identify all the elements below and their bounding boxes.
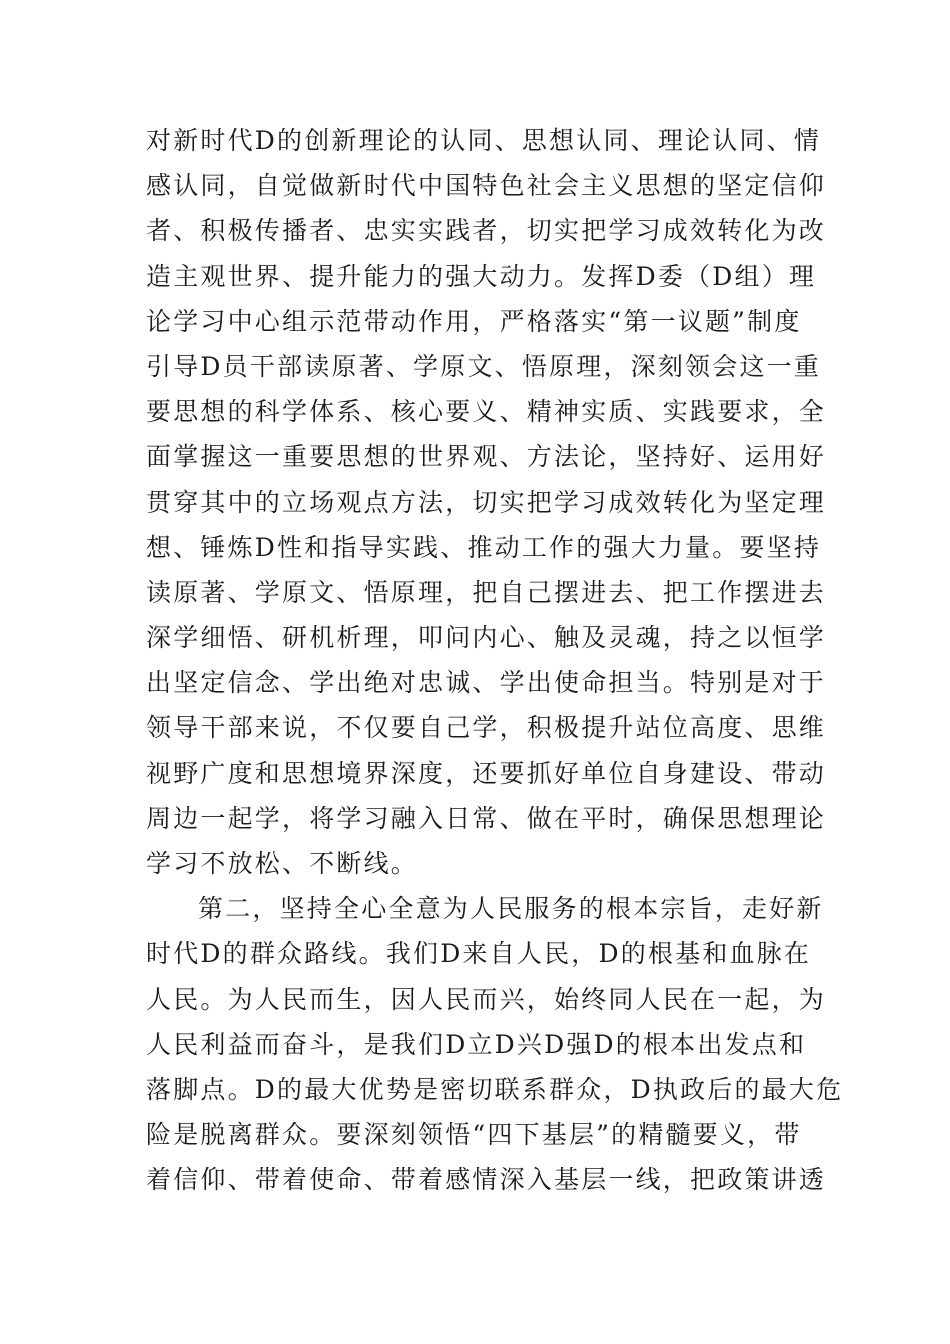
text-line: 论学习中心组示范带动作用，严格落实“第一议题”制度 bbox=[146, 306, 802, 336]
text-line: 学习不放松、不断线。 bbox=[146, 849, 419, 878]
text-line: 出坚定信念、学出绝对忠诚、学出使命担当。特别是对于 bbox=[146, 668, 827, 698]
text-line: 领导干部来说，不仅要自己学，积极提升站位高度、思维 bbox=[146, 713, 827, 743]
text-line: 对新时代D的创新理论的认同、思想认同、理论认同、情 bbox=[146, 126, 822, 155]
text-line: 读原著、学原文、悟原理，把自己摆进去、把工作摆进去 bbox=[146, 577, 827, 607]
text-line: 想、锤炼D性和指导实践、推动工作的强大力量。要坚持 bbox=[146, 532, 822, 562]
text-line: 落脚点。D的最大优势是密切联系群众，D执政后的最大危 bbox=[146, 1074, 844, 1104]
text-line: 者、积极传播者、忠实实践者，切实把学习成效转化为改 bbox=[146, 216, 827, 246]
paragraph-first-line: 第二，坚持全心全意为人民服务的根本宗旨，走好新 bbox=[198, 894, 824, 924]
text-line: 引导D员干部读原著、学原文、悟原理，深刻领会这一重 bbox=[146, 351, 822, 381]
text-line: 深学细悟、研机析理，叩问内心、触及灵魂，持之以恒学 bbox=[146, 623, 827, 653]
text-line: 人民。为人民而生，因人民而兴，始终同人民在一起，为 bbox=[146, 984, 827, 1014]
text-line: 要思想的科学体系、核心要义、精神实质、实践要求，全 bbox=[146, 397, 827, 427]
text-line: 险是脱离群众。要深刻领悟“四下基层”的精髓要义，带 bbox=[146, 1120, 802, 1150]
body-text bbox=[146, 118, 844, 1203]
text-line: 造主观世界、提升能力的强大动力。发挥D委（D组）理 bbox=[146, 261, 817, 291]
text-line: 感认同，自觉做新时代中国特色社会主义思想的坚定信仰 bbox=[146, 171, 827, 201]
text-line: 面掌握这一重要思想的世界观、方法论，坚持好、运用好 bbox=[146, 442, 827, 472]
text-line: 贯穿其中的立场观点方法，切实把学习成效转化为坚定理 bbox=[146, 487, 827, 517]
text-line: 时代D的群众路线。我们D来自人民，D的根基和血脉在 bbox=[146, 939, 812, 969]
text-line: 人民利益而奋斗，是我们D立D兴D强D的根本出发点和 bbox=[146, 1029, 807, 1059]
text-line: 着信仰、带着使命、带着感情深入基层一线，把政策讲透 bbox=[146, 1165, 827, 1195]
text-line: 周边一起学，将学习融入日常、做在平时，确保思想理论 bbox=[146, 803, 827, 833]
text-line: 视野广度和思想境界深度，还要抓好单位自身建设、带动 bbox=[146, 758, 827, 788]
